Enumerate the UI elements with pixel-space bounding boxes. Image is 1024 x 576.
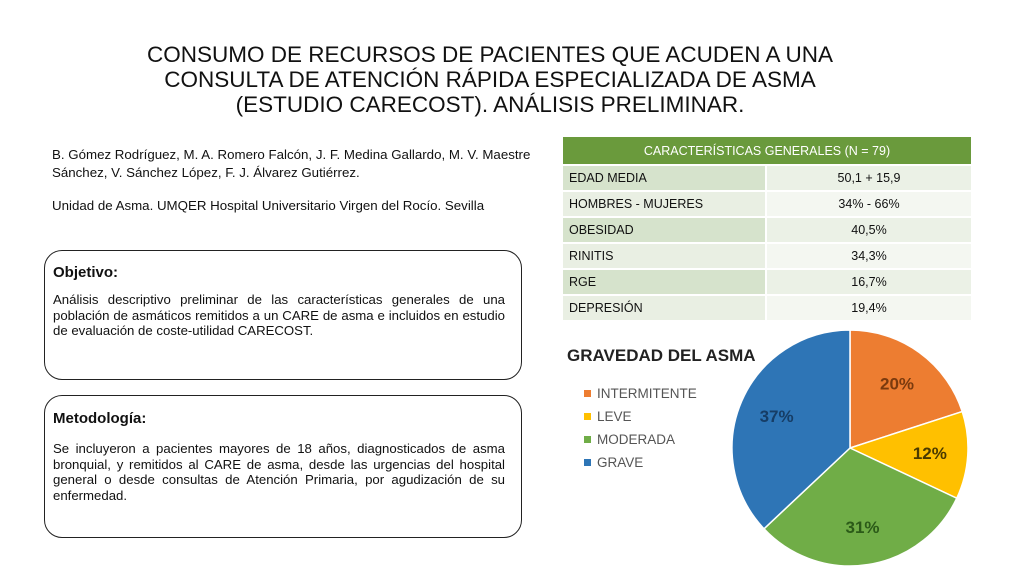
row-label: RGE [563,269,766,295]
row-label: OBESIDAD [563,217,766,243]
row-value: 50,1 + 15,9 [766,165,971,191]
legend-item-leve [584,405,697,428]
metodologia-text: Se incluyeron a pacientes mayores de 18 años, diagnosticados de asma bronquial, y remitidos al CARE de asma, desde las urgencias del hospital general o desde consultas de Atención Primaria, por agudización de su enfermedad. [53,441,505,503]
metodologia-box [44,395,522,538]
table-row [563,191,971,217]
legend-label: MODERADA [597,432,676,447]
legend-label: LEVE [597,409,632,424]
pie-label-leve: 12% [912,444,947,464]
row-label: EDAD MEDIA [563,165,766,191]
row-value: 40,5% [766,217,971,243]
row-value: 19,4% [766,295,971,321]
table-row [563,269,971,295]
pie-label-grave: 37% [759,407,794,427]
affiliation-text: Unidad de Asma. UMQER Hospital Universitario Virgen del Rocío. Sevilla [52,198,485,213]
chart-title: GRAVEDAD DEL ASMA [567,346,756,365]
authors-text: B. Gómez Rodríguez, M. A. Romero Falcón, J. F. Medina Gallardo, M. V. Maestre Sánchez, V. Sánchez López, F. J. Álvarez Gutiérrez. [52,147,531,180]
legend-swatch [584,390,591,397]
row-value: 34,3% [766,243,971,269]
row-label: DEPRESIÓN [563,295,766,321]
row-label: HOMBRES - MUJERES [563,191,766,217]
table-row [563,165,971,191]
objetivo-text: Análisis descriptivo preliminar de las características generales de una población de asmáticos remitidos a un CARE de asma e incluidos en estudio de evaluación de coste-utilidad CARECOST. [53,292,505,338]
objetivo-heading: Objetivo: [53,264,119,281]
row-value: 34% - 66% [766,191,971,217]
row-label: RINITIS [563,243,766,269]
legend-item-grave [584,451,697,474]
table-header: CARACTERÍSTICAS GENERALES (N = 79) [563,137,971,165]
metodologia-heading: Metodología: [53,410,147,427]
table-row [563,295,971,321]
legend-swatch [584,436,591,443]
table-row [563,217,971,243]
characteristics-table [563,137,971,322]
pie-chart [725,322,975,572]
pie-label-intermitente: 20% [880,374,915,394]
table-row [563,243,971,269]
pie-label-moderada: 31% [845,518,880,538]
chart-legend [584,382,697,474]
page-title: CONSUMO DE RECURSOS DE PACIENTES QUE ACUDEN A UNA CONSULTA DE ATENCIÓN RÁPIDA ESPECIALIZADA DE ASMA (ESTUDIO CARECOST). ANÁLISIS PRELIMINAR. [147,42,833,117]
legend-item-moderada [584,428,697,451]
objetivo-box [44,250,522,380]
row-value: 16,7% [766,269,971,295]
legend-swatch [584,413,591,420]
legend-label: INTERMITENTE [597,386,697,401]
legend-label: GRAVE [597,455,644,470]
legend-item-intermitente [584,382,697,405]
legend-swatch [584,459,591,466]
